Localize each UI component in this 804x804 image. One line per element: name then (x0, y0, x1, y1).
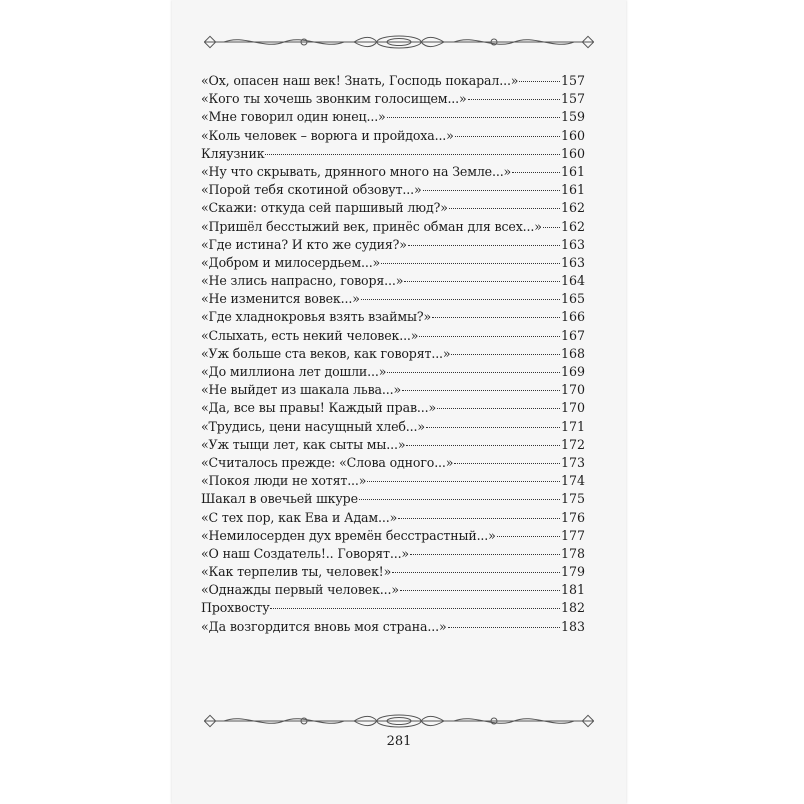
toc-entry (201, 163, 585, 181)
toc-entry (201, 454, 585, 472)
toc-entry-page: 170 (560, 382, 585, 398)
toc-dot-leader (449, 208, 560, 209)
toc-entry (201, 472, 585, 490)
toc-dot-leader (497, 536, 560, 537)
toc-entry-page: 171 (560, 418, 585, 434)
toc-dot-leader (359, 499, 560, 500)
toc-dot-leader (543, 227, 560, 228)
toc-dot-leader (367, 481, 560, 482)
toc-dot-leader (265, 154, 560, 155)
toc-entry-title: Прохвосту (201, 600, 270, 616)
toc-entry-page: 181 (560, 582, 585, 598)
toc-dot-leader (387, 372, 560, 373)
toc-entry-title: «Уж тыщи лет, как сыты мы...» (201, 436, 406, 452)
toc-dot-leader (392, 572, 560, 573)
toc-entry-page: 178 (560, 545, 585, 561)
toc-entry-title: «С тех пор, как Ева и Адам...» (201, 509, 398, 525)
toc-entry (201, 545, 585, 563)
toc-entry-page: 164 (560, 273, 585, 289)
toc-entry (201, 399, 585, 417)
toc-entry (201, 381, 585, 399)
toc-dot-leader (423, 190, 560, 191)
toc-entry-page: 170 (560, 400, 585, 416)
toc-entry (201, 218, 585, 236)
toc-entry-page: 172 (560, 436, 585, 452)
toc-dot-leader (404, 281, 560, 282)
toc-entry-page: 159 (560, 109, 585, 125)
toc-entry-title: «Ну что скрывать, дрянного много на Земле...» (201, 163, 512, 179)
toc-entry (201, 490, 585, 508)
toc-dot-leader (410, 554, 560, 555)
toc-entry (201, 581, 585, 599)
toc-entry (201, 199, 585, 217)
toc-dot-leader (387, 117, 560, 118)
toc-entry-title: «Немилосерден дух времён бесстрастный...» (201, 527, 496, 543)
ornamental-divider-bottom-icon (204, 713, 594, 729)
page-number: 281 (386, 734, 412, 749)
toc-entry-page: 182 (560, 600, 585, 616)
toc-entry-title: «Кого ты хочешь звонким голосищем...» (201, 91, 467, 107)
toc-entry-title: «О наш Создатель!.. Говорят...» (201, 545, 409, 561)
toc-dot-leader (419, 336, 560, 337)
toc-entry-title: «Добром и милосердьем...» (201, 254, 381, 270)
toc-entry (201, 563, 585, 581)
toc-entry-page: 165 (560, 291, 585, 307)
toc-entry-page: 160 (560, 145, 585, 161)
toc-entry-title: «Порой тебя скотиной обзовут...» (201, 182, 422, 198)
toc-entry-title: «Где хладнокровья взять взаймы?» (201, 309, 432, 325)
toc-entry (201, 618, 585, 636)
toc-entry (201, 72, 585, 90)
toc-entry-page: 169 (560, 364, 585, 379)
toc-dot-leader (361, 299, 560, 300)
toc-entry-title: «Трудись, цени насущный хлеб...» (201, 418, 425, 434)
toc-entry (201, 308, 585, 326)
toc-entry-title: «Скажи: откуда сей паршивый люд?» (201, 200, 448, 216)
toc-dot-leader (451, 354, 560, 355)
toc-dot-leader (468, 99, 560, 100)
toc-entry-page: 157 (560, 91, 585, 107)
toc-entry-page: 161 (560, 182, 585, 198)
toc-dot-leader (402, 390, 560, 391)
book-page (172, 0, 626, 804)
toc-entry-page: 173 (560, 454, 585, 470)
toc-entry-title: «Считалось прежде: «Слова одного...» (201, 454, 454, 470)
toc-entry-page: 163 (560, 254, 585, 270)
toc-entry (201, 509, 585, 527)
toc-entry (201, 290, 585, 308)
toc-entry-title: «Мне говорил один юнец...» (201, 109, 386, 125)
toc-entry-title: «Не изменится вовек...» (201, 291, 360, 307)
toc-entry-page: 162 (560, 200, 585, 216)
toc-entry (201, 436, 585, 454)
toc-dot-leader (426, 427, 560, 428)
toc-dot-leader (381, 263, 560, 264)
toc-entry-title: «Не злись напрасно, говоря...» (201, 273, 404, 289)
toc-entry-page: 174 (560, 473, 585, 489)
toc-entry (201, 327, 585, 345)
toc-dot-leader (270, 608, 559, 609)
toc-entry-title: «Слыхать, есть некий человек...» (201, 327, 419, 343)
toc-entry-title: «Покоя люди не хотят...» (201, 473, 367, 489)
toc-dot-leader (408, 245, 560, 246)
toc-dot-leader (512, 172, 560, 173)
toc-dot-leader (406, 445, 560, 446)
toc-entry (201, 363, 585, 381)
toc-dot-leader (398, 518, 560, 519)
toc-entry-page: 176 (560, 509, 585, 525)
toc-entry-title: «До миллиона лет дошли...» (201, 364, 387, 379)
toc-entry (201, 145, 585, 163)
toc-entry-page: 162 (560, 218, 585, 234)
toc-dot-leader (400, 590, 560, 591)
toc-dot-leader (437, 408, 560, 409)
toc-dot-leader (519, 81, 560, 82)
toc-entry (201, 527, 585, 545)
toc-entry-title: Шакал в овечьей шкуре (201, 491, 358, 507)
toc-entry (201, 418, 585, 436)
toc-entry-title: «Где истина? И кто же судия?» (201, 236, 407, 252)
toc-dot-leader (455, 136, 560, 137)
toc-entry-title: «Пришёл бесстыжий век, принёс обман для всех...» (201, 218, 542, 234)
toc-entry-title: «Ох, опасен наш век! Знать, Господь покарал...» (201, 73, 519, 88)
toc-entry-title: «Да, все вы правы! Каждый прав...» (201, 400, 436, 416)
toc-entry-page: 167 (560, 327, 585, 343)
toc-dot-leader (432, 317, 560, 318)
toc-entry-page: 177 (560, 527, 585, 543)
toc-entry-title: «Не выйдет из шакала льва...» (201, 382, 402, 398)
toc-entry-title: «Однажды первый человек...» (201, 582, 399, 598)
toc-entry-page: 160 (560, 127, 585, 143)
toc-entry-title: Кляузник (201, 145, 265, 161)
toc-entry (201, 345, 585, 363)
toc-entry-title: «Коль человек – ворюга и пройдоха...» (201, 127, 454, 143)
table-of-contents (201, 72, 585, 636)
ornamental-divider-top-icon (204, 34, 594, 50)
toc-entry-page: 168 (560, 345, 585, 361)
toc-dot-leader (454, 463, 560, 464)
toc-entry-title: «Уж больше ста веков, как говорят...» (201, 345, 451, 361)
toc-entry (201, 254, 585, 272)
toc-entry-page: 183 (560, 618, 585, 634)
toc-entry (201, 272, 585, 290)
toc-entry-title: «Как терпелив ты, человек!» (201, 564, 392, 580)
toc-entry (201, 236, 585, 254)
toc-entry (201, 90, 585, 108)
toc-entry (201, 127, 585, 145)
toc-entry-page: 175 (560, 491, 585, 507)
toc-entry-page: 163 (560, 236, 585, 252)
toc-entry-page: 161 (560, 163, 585, 179)
toc-dot-leader (448, 627, 560, 628)
toc-entry-page: 157 (560, 73, 585, 88)
toc-entry (201, 181, 585, 199)
toc-entry-title: «Да возгордится вновь моя страна...» (201, 618, 447, 634)
toc-entry-page: 179 (560, 564, 585, 580)
toc-entry (201, 599, 585, 617)
toc-entry (201, 108, 585, 126)
toc-entry-page: 166 (560, 309, 585, 325)
